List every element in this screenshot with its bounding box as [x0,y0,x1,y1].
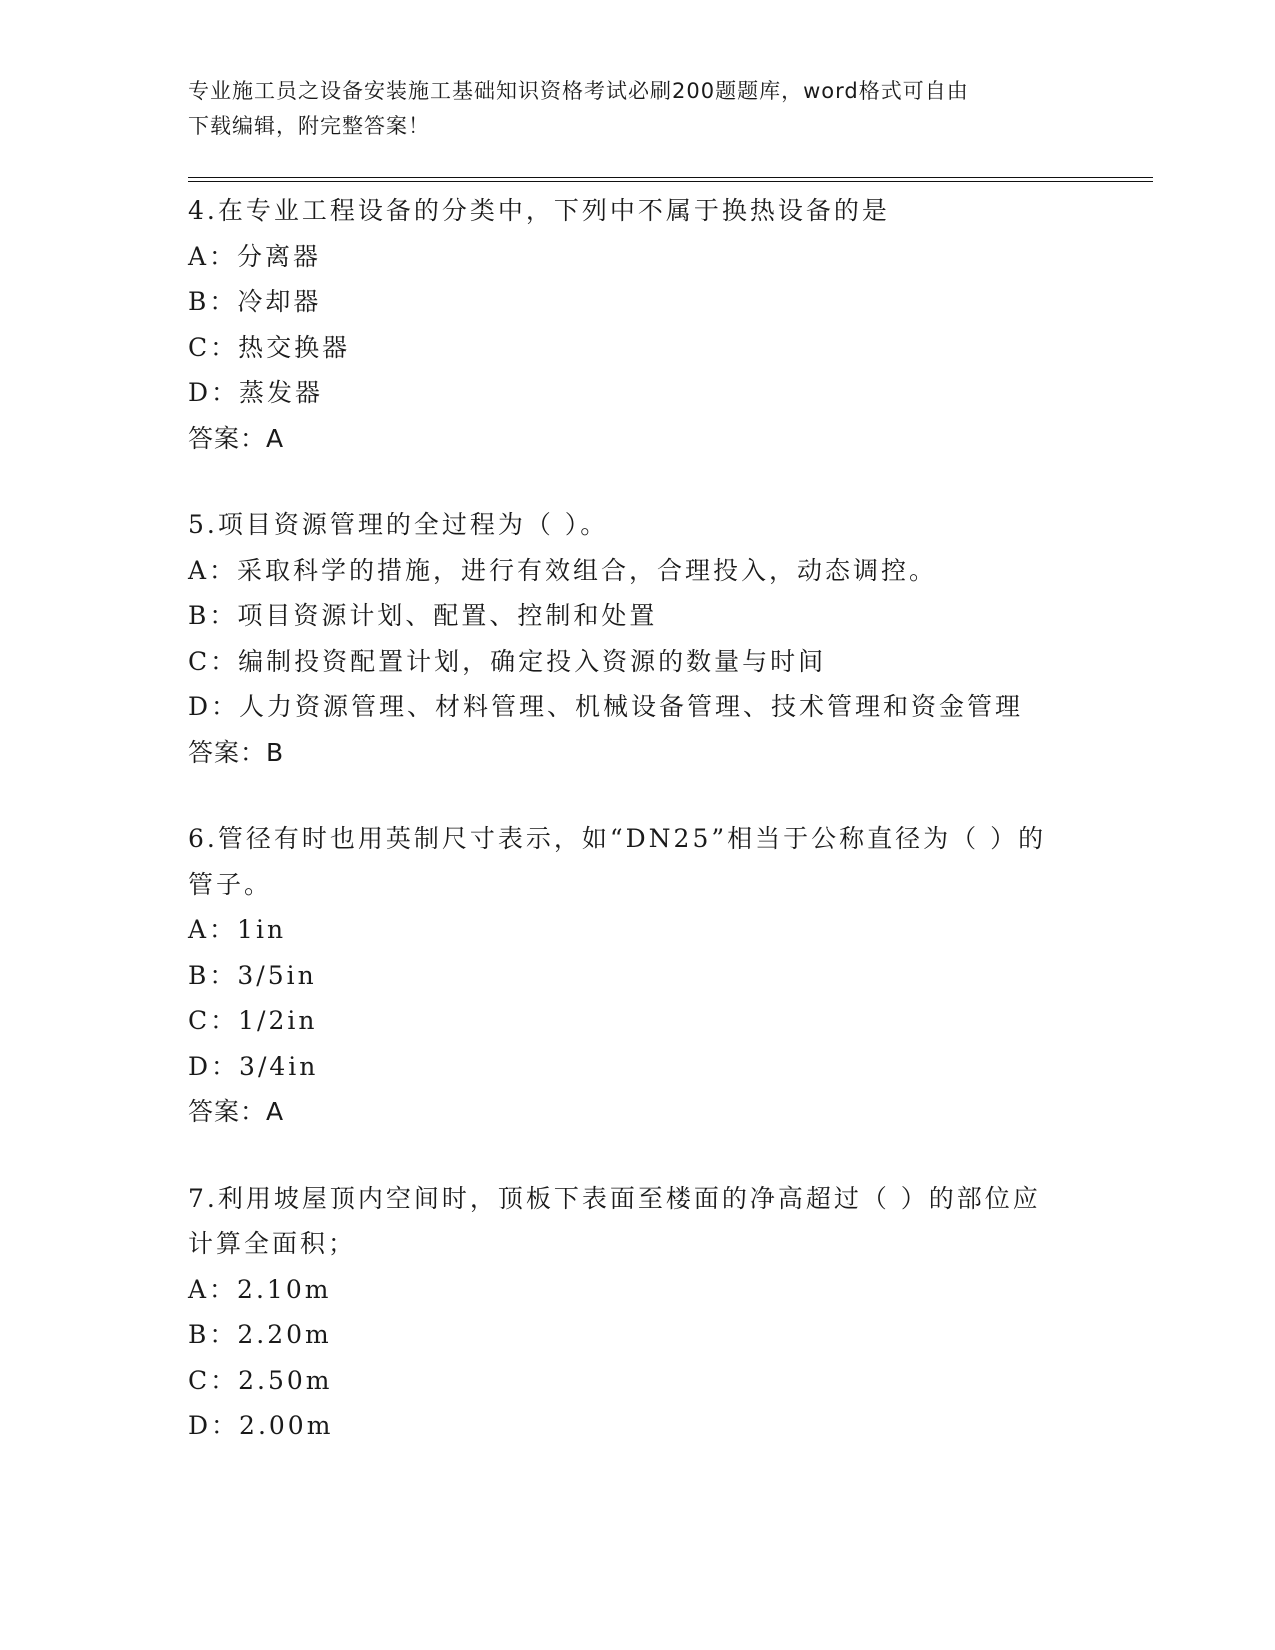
question-stem: 5.项目资源管理的全过程为（ ）。 [188,510,609,539]
question-stem-line-1: 7.利用坡屋顶内空间时，顶板下表面至楼面的净高超过（ ）的部位应 [188,1183,1041,1213]
option-a: A：采取科学的措施，进行有效组合，合理投入，动态调控。 [188,555,938,585]
question-stem: 4.在专业工程设备的分类中，下列中不属于换热设备的是 [188,196,890,225]
option-c: C：2.50m [188,1365,333,1395]
question-6 [188,816,1088,1135]
option-a: A：分离器 [188,241,322,271]
document-header [188,74,1068,144]
double-divider [188,177,1153,182]
answer-line: 答案：A [188,1097,285,1126]
option-d: D：2.00m [188,1411,334,1440]
question-stem-line-2: 计算全面积； [188,1229,357,1258]
answer-line: 答案：B [188,737,285,767]
option-d: D：蒸发器 [188,378,324,407]
option-b: B：冷却器 [188,287,322,316]
option-c: C：热交换器 [188,332,351,362]
option-a: A：2.10m [188,1274,332,1304]
header-line-2: 下载编辑，附完整答案！ [188,114,430,138]
question-7 [188,1176,1088,1449]
option-d: D：人力资源管理、材料管理、机械设备管理、技术管理和资金管理 [188,692,1024,721]
question-stem-line-2: 管子。 [188,869,273,899]
option-b: B：3/5in [188,960,317,990]
header-line-1: 专业施工员之设备安装施工基础知识资格考试必刷200题题库，word格式可自由 [188,79,969,103]
question-5 [188,502,1088,775]
option-b: B：项目资源计划、配置、控制和处置 [188,601,658,630]
answer-line: 答案：A [188,423,285,453]
option-b: B：2.20m [188,1320,332,1349]
option-c: C：1/2in [188,1006,318,1035]
option-d: D：3/4in [188,1051,319,1081]
question-list [188,188,1088,1490]
option-a: A：1in [188,915,287,944]
question-stem-line-1: 6.管径有时也用英制尺寸表示，如“DN25”相当于公称直径为（ ）的 [188,824,1047,853]
question-4 [188,188,1088,461]
option-c: C：编制投资配置计划，确定投入资源的数量与时间 [188,646,827,676]
